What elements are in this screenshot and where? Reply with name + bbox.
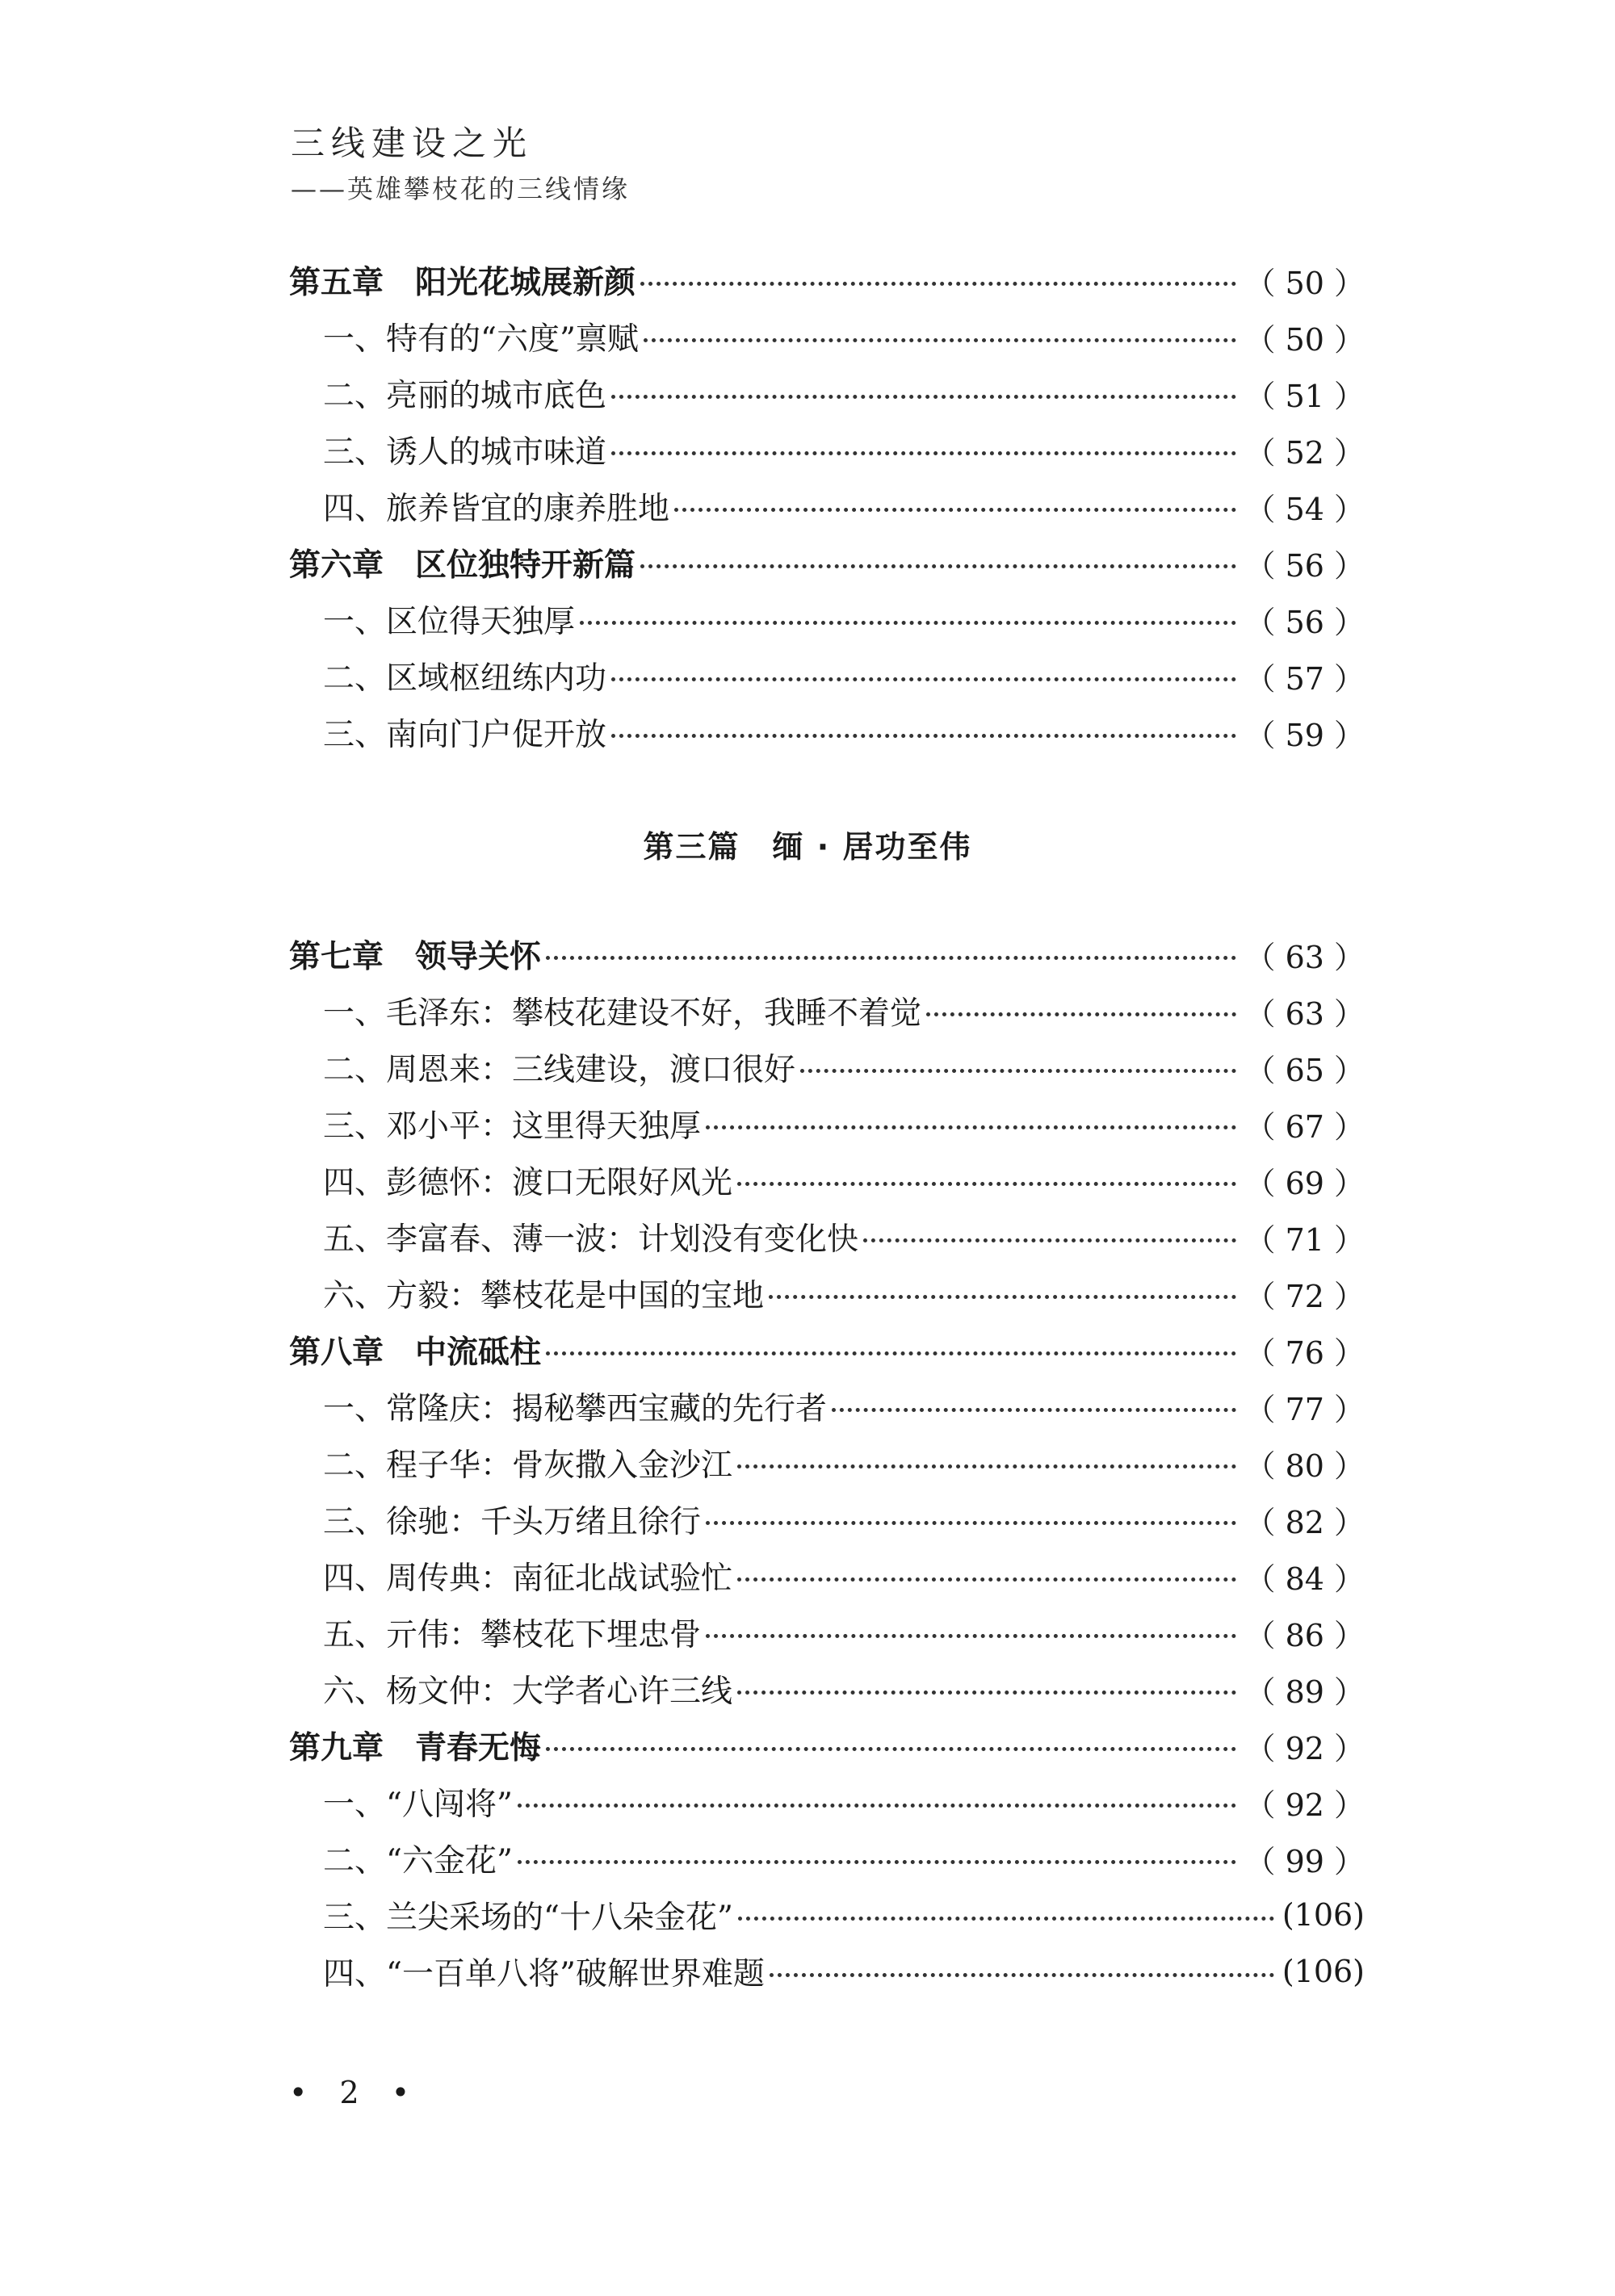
toc-page-number: （ 50 ） bbox=[1244, 321, 1365, 358]
toc-page-number: （ 63 ） bbox=[1244, 939, 1365, 975]
toc-item-row bbox=[289, 1209, 1365, 1265]
toc-page-number: （ 76 ） bbox=[1244, 1334, 1365, 1371]
toc-page-number: （ 56 ） bbox=[1244, 604, 1365, 640]
toc-entry-title: 一、“八闯将” bbox=[323, 1787, 513, 1823]
toc-entry-title: 三、徐驰：千头万绪且徐行 bbox=[323, 1504, 702, 1540]
toc-page-number: （ 92 ） bbox=[1244, 1730, 1365, 1766]
toc-entry-title: 二、周恩来：三线建设，渡口很好 bbox=[323, 1052, 796, 1088]
toc-entry-title: 二、程子华：骨灰撒入金沙江 bbox=[323, 1448, 733, 1484]
dot-leader bbox=[706, 1125, 1236, 1129]
toc-item-row bbox=[289, 1548, 1365, 1604]
toc-entry-title: 第五章 阳光花城展新颜 bbox=[289, 265, 636, 301]
toc-item-row bbox=[289, 421, 1365, 478]
dot-leader bbox=[800, 1069, 1236, 1073]
toc-item-row bbox=[289, 983, 1365, 1039]
toc-entry-title: 第八章 中流砥柱 bbox=[289, 1334, 542, 1371]
toc-entry-title: 一、特有的“六度”禀赋 bbox=[323, 321, 639, 358]
toc-entry-title: 第六章 区位独特开新篇 bbox=[289, 547, 636, 584]
toc-entry-title: 三、邓小平：这里得天独厚 bbox=[323, 1108, 702, 1145]
book-title: 三线建设之光 bbox=[291, 124, 534, 163]
toc-chapter-row bbox=[289, 534, 1365, 591]
toc-entry-title: 一、区位得天独厚 bbox=[323, 604, 576, 640]
toc-page-number: （ 57 ） bbox=[1244, 660, 1365, 697]
toc-item-row bbox=[289, 478, 1365, 534]
toc-item-row bbox=[289, 591, 1365, 647]
dot-leader bbox=[611, 451, 1236, 455]
dot-leader bbox=[644, 338, 1237, 342]
toc-page-number: （ 72 ） bbox=[1244, 1278, 1365, 1314]
book-subtitle: ——英雄攀枝花的三线情缘 bbox=[291, 174, 631, 204]
dot-leader bbox=[611, 677, 1236, 681]
toc-item-row bbox=[289, 365, 1365, 421]
toc-item-row bbox=[289, 704, 1365, 760]
dot-leader bbox=[926, 1012, 1236, 1016]
toc-list-bottom bbox=[289, 926, 1365, 2000]
dot-leader bbox=[832, 1408, 1236, 1412]
toc-page-number: （ 69 ） bbox=[1244, 1165, 1365, 1201]
section-title: 第三篇 缅 · 居功至伟 bbox=[643, 829, 972, 865]
toc-page-number: （ 50 ） bbox=[1244, 265, 1365, 301]
toc-chapter-row bbox=[289, 1717, 1365, 1774]
dot-leader bbox=[770, 1973, 1274, 1977]
toc-page-number: （ 51 ） bbox=[1244, 378, 1365, 414]
toc-page-number: （ 54 ） bbox=[1244, 491, 1365, 527]
dot-leader bbox=[706, 1521, 1236, 1525]
dot-leader bbox=[706, 1634, 1236, 1638]
toc-item-row bbox=[289, 1039, 1365, 1096]
toc-page-number: （ 77 ） bbox=[1244, 1391, 1365, 1427]
toc-entry-title: 五、亓伟：攀枝花下埋忠骨 bbox=[323, 1617, 702, 1653]
toc-chapter-row bbox=[289, 1322, 1365, 1378]
dot-leader bbox=[863, 1238, 1236, 1242]
toc-page-number: （ 65 ） bbox=[1244, 1052, 1365, 1088]
dot-leader bbox=[546, 956, 1236, 960]
toc-page-number: （ 52 ） bbox=[1244, 434, 1365, 471]
dot-leader bbox=[518, 1860, 1237, 1864]
toc-entry-title: 第七章 领导关怀 bbox=[289, 939, 542, 975]
toc-page-number: (106) bbox=[1282, 1954, 1365, 1989]
toc-item-row bbox=[289, 1943, 1365, 2000]
dot-leader bbox=[580, 621, 1236, 625]
toc-entry-title: 六、方毅：攀枝花是中国的宝地 bbox=[323, 1278, 765, 1314]
toc-page-number: （ 80 ） bbox=[1244, 1448, 1365, 1484]
dot-leader bbox=[640, 282, 1236, 286]
toc-page-number: （ 92 ） bbox=[1244, 1787, 1365, 1823]
toc-entry-title: 第九章 青春无悔 bbox=[289, 1730, 542, 1766]
toc-item-row bbox=[289, 1661, 1365, 1717]
toc-page-number: （ 89 ） bbox=[1244, 1674, 1365, 1710]
toc-item-row bbox=[289, 1774, 1365, 1830]
toc-entry-title: 三、南向门户促开放 bbox=[323, 717, 607, 753]
toc-entry-title: 二、区域枢纽练内功 bbox=[323, 660, 607, 697]
dot-leader bbox=[674, 508, 1236, 512]
dot-leader bbox=[737, 1577, 1236, 1582]
toc-entry-title: 三、诱人的城市味道 bbox=[323, 434, 607, 471]
dot-leader bbox=[611, 734, 1236, 738]
toc-item-row bbox=[289, 1096, 1365, 1152]
toc-entry-title: 六、杨文仲：大学者心许三线 bbox=[323, 1674, 733, 1710]
dot-leader bbox=[769, 1295, 1236, 1299]
toc-item-row bbox=[289, 1491, 1365, 1548]
toc-chapter-row bbox=[289, 926, 1365, 983]
toc-page-number: （ 84 ） bbox=[1244, 1561, 1365, 1597]
toc-page-number: （ 63 ） bbox=[1244, 995, 1365, 1032]
running-header bbox=[291, 121, 630, 207]
toc-entry-title: 四、旅养皆宜的康养胜地 bbox=[323, 491, 670, 527]
toc-list-top bbox=[289, 252, 1365, 760]
toc-entry-title: 二、“六金花” bbox=[323, 1843, 513, 1879]
toc-item-row bbox=[289, 1887, 1365, 1943]
toc-page-number: (106) bbox=[1282, 1897, 1365, 1933]
dot-leader bbox=[546, 1747, 1236, 1751]
dot-leader bbox=[611, 395, 1236, 399]
toc-entry-title: 四、“一百单八将”破解世界难题 bbox=[323, 1956, 765, 1992]
dot-leader bbox=[518, 1804, 1237, 1808]
toc-item-row bbox=[289, 1435, 1365, 1491]
toc-item-row bbox=[289, 1378, 1365, 1435]
dot-leader bbox=[737, 1182, 1236, 1186]
toc-item-row bbox=[289, 308, 1365, 365]
page-number: • 2 • bbox=[289, 2075, 422, 2110]
toc-page-number: （ 82 ） bbox=[1244, 1504, 1365, 1540]
toc-entry-title: 二、亮丽的城市底色 bbox=[323, 378, 607, 414]
toc-item-row bbox=[289, 1152, 1365, 1209]
toc-entry-title: 一、常隆庆：揭秘攀西宝藏的先行者 bbox=[323, 1391, 828, 1427]
toc-chapter-row bbox=[289, 252, 1365, 308]
toc-item-row bbox=[289, 1604, 1365, 1661]
dot-leader bbox=[546, 1351, 1236, 1355]
toc-entry-title: 五、李富春、薄一波：计划没有变化快 bbox=[323, 1221, 859, 1258]
dot-leader bbox=[640, 564, 1236, 568]
dot-leader bbox=[737, 1464, 1236, 1469]
toc-entry-title: 三、兰尖采场的“十八朵金花” bbox=[323, 1900, 733, 1936]
toc-item-row bbox=[289, 647, 1365, 704]
dot-leader bbox=[738, 1917, 1274, 1921]
toc-item-row bbox=[289, 1265, 1365, 1322]
toc-entry-title: 一、毛泽东：攀枝花建设不好，我睡不着觉 bbox=[323, 995, 922, 1032]
toc-item-row bbox=[289, 1830, 1365, 1887]
toc-entry-title: 四、彭德怀：渡口无限好风光 bbox=[323, 1165, 733, 1201]
toc-page-number: （ 56 ） bbox=[1244, 547, 1365, 584]
toc-page-number: （ 67 ） bbox=[1244, 1108, 1365, 1145]
toc-page-number: （ 99 ） bbox=[1244, 1843, 1365, 1879]
toc-entry-title: 四、周传典：南征北战试验忙 bbox=[323, 1561, 733, 1597]
toc-page-number: （ 86 ） bbox=[1244, 1617, 1365, 1653]
toc-page-number: （ 59 ） bbox=[1244, 717, 1365, 753]
toc-page-number: （ 71 ） bbox=[1244, 1221, 1365, 1258]
dot-leader bbox=[737, 1691, 1236, 1695]
